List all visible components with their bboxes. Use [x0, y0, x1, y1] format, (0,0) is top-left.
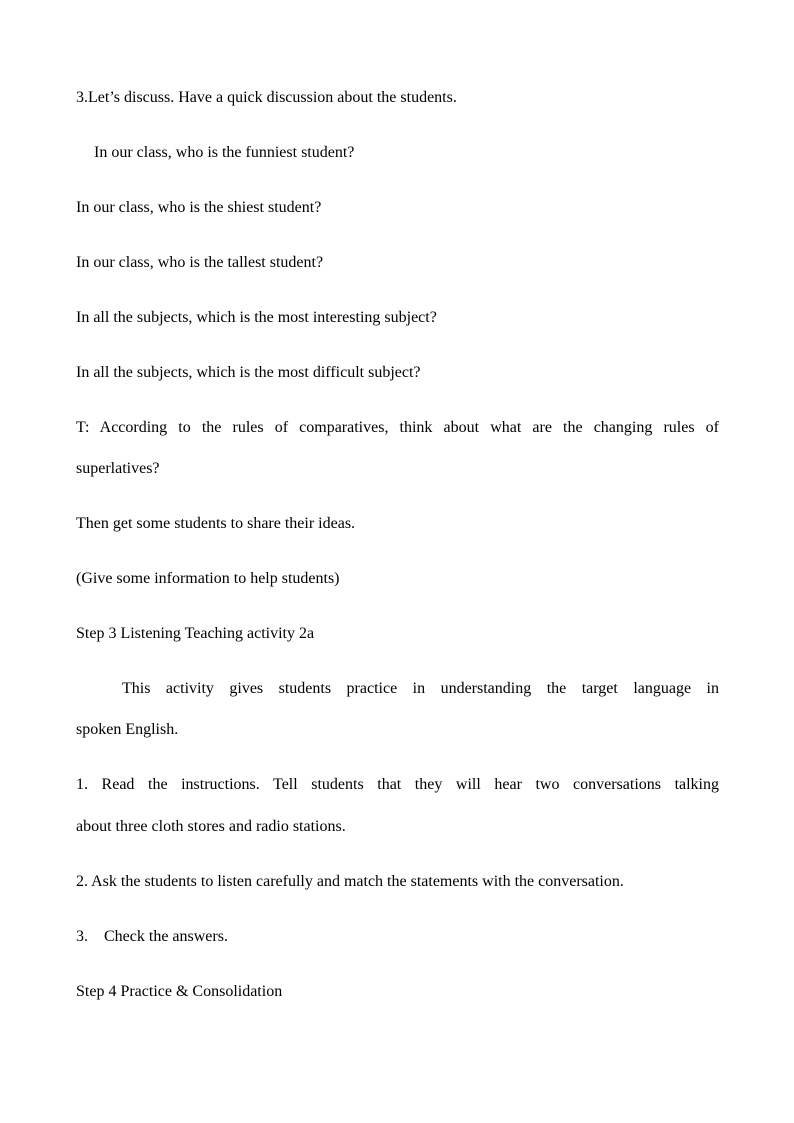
activity-description-line-1: This activity gives students practice in understanding the target language in [122, 680, 719, 697]
instruction-2: 2. Ask the students to listen carefully and match the statements with the conversation. [76, 873, 624, 890]
share-ideas-line: Then get some students to share their ideas. [76, 515, 356, 532]
question-interesting-subject: In all the subjects, which is the most interesting subject? [76, 309, 437, 326]
activity-description-line-2: spoken English. [76, 721, 179, 738]
teacher-prompt-line-2: superlatives? [76, 460, 160, 477]
question-difficult-subject: In all the subjects, which is the most difficult subject? [76, 364, 421, 381]
question-shiest: In our class, who is the shiest student? [76, 199, 322, 216]
question-tallest: In our class, who is the tallest student? [76, 254, 324, 271]
discussion-heading: 3.Let’s discuss. Have a quick discussion about the students. [76, 89, 457, 106]
step4-heading: Step 4 Practice & Consolidation [76, 983, 283, 1000]
info-note-line: (Give some information to help students) [76, 570, 340, 587]
instruction-3: 3. Check the answers. [76, 928, 228, 945]
question-funniest: In our class, who is the funniest student? [94, 144, 355, 161]
instruction-1-line-1: 1. Read the instructions. Tell students that they will hear two conversations talking [76, 776, 719, 793]
instruction-1-line-2: about three cloth stores and radio stations. [76, 818, 346, 835]
teacher-prompt-line-1: T: According to the rules of comparatives, think about what are the changing rules of [76, 419, 719, 436]
step3-heading: Step 3 Listening Teaching activity 2a [76, 625, 315, 642]
